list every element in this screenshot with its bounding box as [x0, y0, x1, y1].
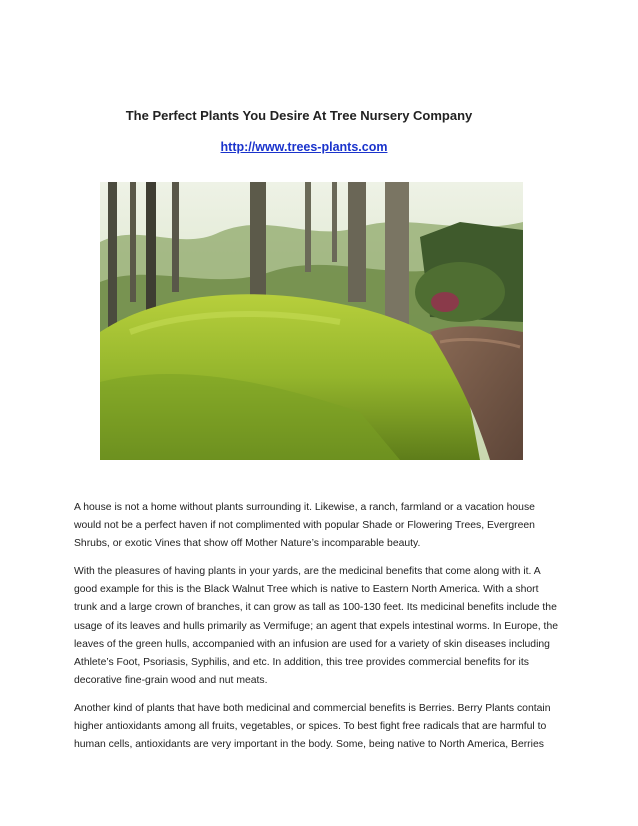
paragraph: Another kind of plants that have both medicinal and commercial benefits is Berries. Berry Plants contain higher antioxidants among all fruits, vegetables, or spices. To best fight free radicals that are harmful to human cells, antioxidants are very important in the body. Some, being native to North America, Berries — [74, 702, 551, 751]
paragraph: With the pleasures of having plants in your yards, are the medicinal benefits that come along with it. A good example for this is the Black Walnut Tree which is native to Eastern North America. With a short trunk and a large crown of branches, it can grow as tall as 100-130 feet. Its medicinal benefits include the usage of its leaves and hulls primarily as Vermifuge; an agent that expels intestinal worms. In Europe, the leaves of the green hulls, accompanied with an infusion are used for a variety of skin diseases including Athlete’s Foot, Psoriasis, Syphilis, and etc. In addition, this tree provides commercial benefits for its decorative fine-grain wood and nut meats. — [74, 566, 559, 686]
website-link[interactable]: http://www.trees-plants.com — [220, 140, 388, 154]
paragraph: A house is not a home without plants surrounding it. Likewise, a ranch, farmland or a vacation house would not be a perfect haven if not complimented with popular Shade or Flowering Trees, Evergreen Shrubs, or exotic Vines that show off Mother Nature’s incomparable beauty. — [74, 502, 535, 550]
forest-moss-photo — [100, 182, 523, 460]
article-body — [74, 499, 564, 764]
document-title: The Perfect Plants You Desire At Tree Nursery Company — [125, 108, 473, 123]
